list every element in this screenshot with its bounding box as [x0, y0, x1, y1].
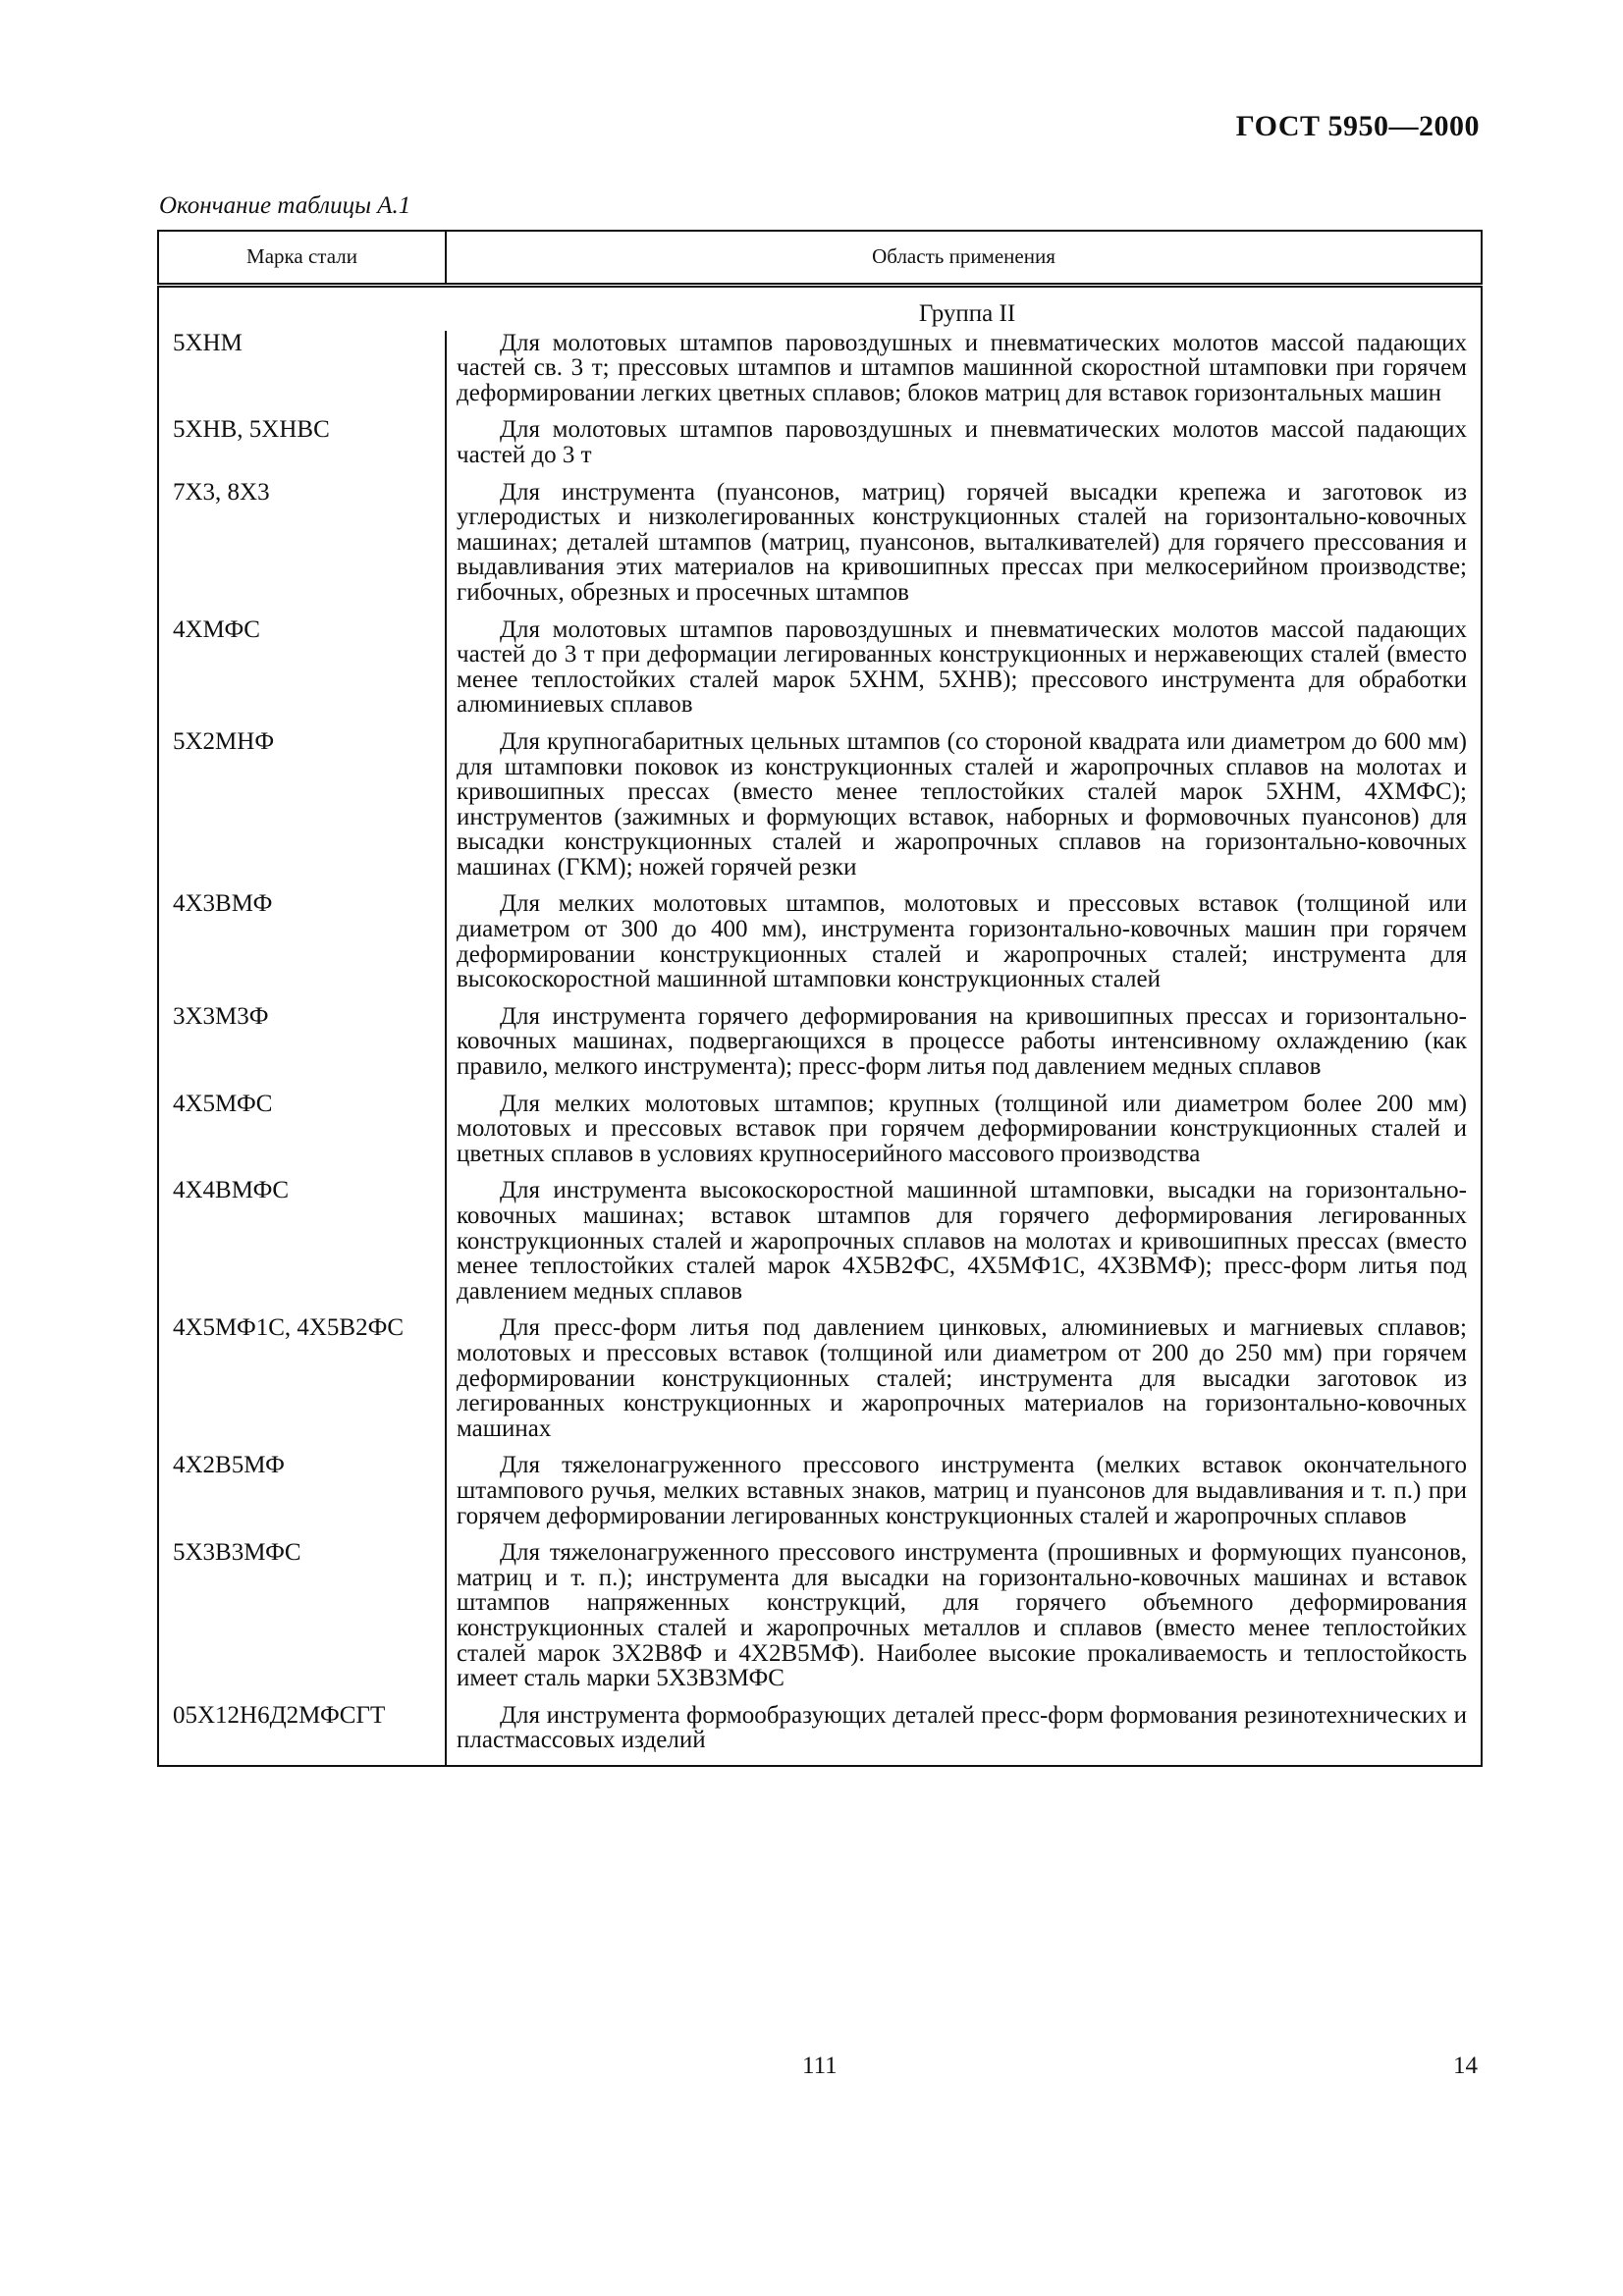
application-cell: Для тяжелонагруженного прессового инструмента (мелких вставок окончательного штампового ручья, мелких вставных знаков, матриц и пуансонов для выдавливания и т. п.) при горячем деформировании легированных конструкционных сталей и жаропрочных сплавов: [446, 1453, 1482, 1540]
document-standard-number: ГОСТ 5950—2000: [1235, 110, 1480, 142]
table-row: [158, 331, 1482, 418]
steel-grade-cell: 5ХНМ: [158, 331, 446, 418]
application-cell: Для молотовых штампов паровоздушных и пневматических молотов массой падающих частей до 3 т: [446, 417, 1482, 479]
table-caption: Окончание таблицы А.1: [159, 192, 411, 219]
steel-grade-cell: 5ХНВ, 5ХНВС: [158, 417, 446, 479]
application-cell: Для молотовых штампов паровоздушных и пневматических молотов массой падающих частей до 3 т при деформации легированных конструкционных и нержавеющих сталей (вместо менее теплостойких сталей марок 5ХНМ, 5ХНВ); прессового инструмента для обработки алюминиевых сплавов: [446, 617, 1482, 729]
steel-grade-cell: 7Х3, 8Х3: [158, 480, 446, 617]
table-row: [158, 891, 1482, 1003]
application-cell: Для мелких молотовых штампов, молотовых и прессовых вставок (толщиной или диаметром от 300 до 400 мм), инструмента горизонтально-ковочных машин при горячем деформировании конструкционных сталей и жаропрочных сталей; инструмента для высокоскоростной машинной штамповки конструкционных сталей: [446, 891, 1482, 1003]
table-row: [158, 1703, 1482, 1766]
steel-application-table: [157, 230, 1483, 1767]
application-cell: Для молотовых штампов паровоздушных и пневматических молотов массой падающих частей св. 3 т; прессовых штампов и штампов машинной скоростной штамповки при горячем деформировании легких цветных сплавов; блоков матриц для вставок горизонтальных машин: [446, 331, 1482, 418]
table-row: [158, 1092, 1482, 1179]
table-row: [158, 1315, 1482, 1453]
steel-grade-cell: 4Х4ВМФС: [158, 1178, 446, 1315]
steel-grade-cell: 4Х5МФС: [158, 1092, 446, 1179]
application-cell: Для инструмента горячего деформирования на кривошипных прессах и горизонтально-ковочных машинах, подвергающихся в процессе работы интенсивному охлаждению (как правило, мелкого инструмента); пресс-форм литья под давлением медных сплавов: [446, 1004, 1482, 1092]
table-row: [158, 1453, 1482, 1540]
table-row: [158, 617, 1482, 729]
column-header-application: Область применения: [446, 231, 1482, 286]
column-header-grade: Марка стали: [158, 231, 446, 286]
steel-grade-cell: 4ХМФС: [158, 617, 446, 729]
group-row: [158, 286, 1482, 331]
group-label: Группа II: [918, 300, 1016, 327]
application-cell: Для крупногабаритных цельных штампов (со стороной квадрата или диаметром до 600 мм) для штамповки поковок из конструкционных сталей и жаропрочных сплавов на молотах и кривошипных прессах (вместо менее теплостойких сталей марок 5ХНМ, 4ХМФС); инструментов (зажимных и формующих вставок, наборных и формовочных пуансонов) для высадки конструкционных сталей и жаропрочных сплавов на горизонтально-ковочных машинах (ГКМ); ножей горячей резки: [446, 729, 1482, 892]
steel-grade-cell: 5Х2МНФ: [158, 729, 446, 892]
steel-grade-cell: 5Х3В3МФС: [158, 1540, 446, 1703]
steel-grade-cell: 05Х12Н6Д2МФСГТ: [158, 1703, 446, 1766]
steel-grade-cell: 4Х2В5МФ: [158, 1453, 446, 1540]
table-row: [158, 1178, 1482, 1315]
table-row: [158, 1004, 1482, 1092]
steel-grade-cell: 4Х3ВМФ: [158, 891, 446, 1003]
application-cell: Для инструмента высокоскоростной машинной штамповки, высадки на горизонтально-ковочных машинах; вставок штампов для горячего деформирования легированных конструкционных сталей и жаропрочных сплавов на молотах и кривошипных прессах (вместо менее теплостойких сталей марок 4Х5В2ФС, 4Х5МФ1С, 4Х3ВМФ); пресс-форм литья под давлением медных сплавов: [446, 1178, 1482, 1315]
group-label-cell: [158, 286, 1482, 331]
steel-grade-cell: 3Х3М3Ф: [158, 1004, 446, 1092]
page-number-right: 14: [1453, 2053, 1478, 2079]
application-cell: Для инструмента (пуансонов, матриц) горячей высадки крепежа и заготовок из углеродистых и низколегированных конструкционных сталей на горизонтально-ковочных машинах; деталей штампов (матриц, пуансонов, выталкивателей) для горячего прессования и выдавливания этих материалов на кривошипных прессах при мелкосерийном производстве; гибочных, обрезных и просечных штампов: [446, 480, 1482, 617]
table-header-row: [158, 231, 1482, 286]
application-cell: Для пресс-форм литья под давлением цинковых, алюминиевых и магниевых сплавов; молотовых и прессовых вставок (толщиной или диаметром от 200 до 250 мм) при горячем деформировании конструкционных сталей; инструмента для высадки заготовок из легированных конструкционных и жаропрочных материалов на горизонтально-ковочных машинах: [446, 1315, 1482, 1453]
table-row: [158, 417, 1482, 479]
table-row: [158, 1540, 1482, 1703]
table-row: [158, 729, 1482, 892]
page-number-center: 111: [802, 2053, 838, 2079]
application-cell: Для мелких молотовых штампов; крупных (толщиной или диаметром более 200 мм) молотовых и прессовых вставок при горячем деформировании конструкционных сталей и цветных сплавов в условиях крупносерийного массового производства: [446, 1092, 1482, 1179]
steel-grade-cell: 4Х5МФ1С, 4Х5В2ФС: [158, 1315, 446, 1453]
application-cell: Для инструмента формообразующих деталей пресс-форм формования резинотехнических и пластмассовых изделий: [446, 1703, 1482, 1766]
table-row: [158, 480, 1482, 617]
application-cell: Для тяжелонагруженного прессового инструмента (прошивных и формующих пуансонов, матриц и т. п.); инструмента для высадки на горизонтально-ковочных машинах и вставок штампов напряженных конструкций, для горячего объемного деформирования конструкционных сталей и жаропрочных металлов и сплавов (вместо менее теплостойких сталей марок 3Х2В8Ф и 4Х2В5МФ). Наиболее высокие прокаливаемость и теплостойкость имеет сталь марки 5Х3В3МФС: [446, 1540, 1482, 1703]
